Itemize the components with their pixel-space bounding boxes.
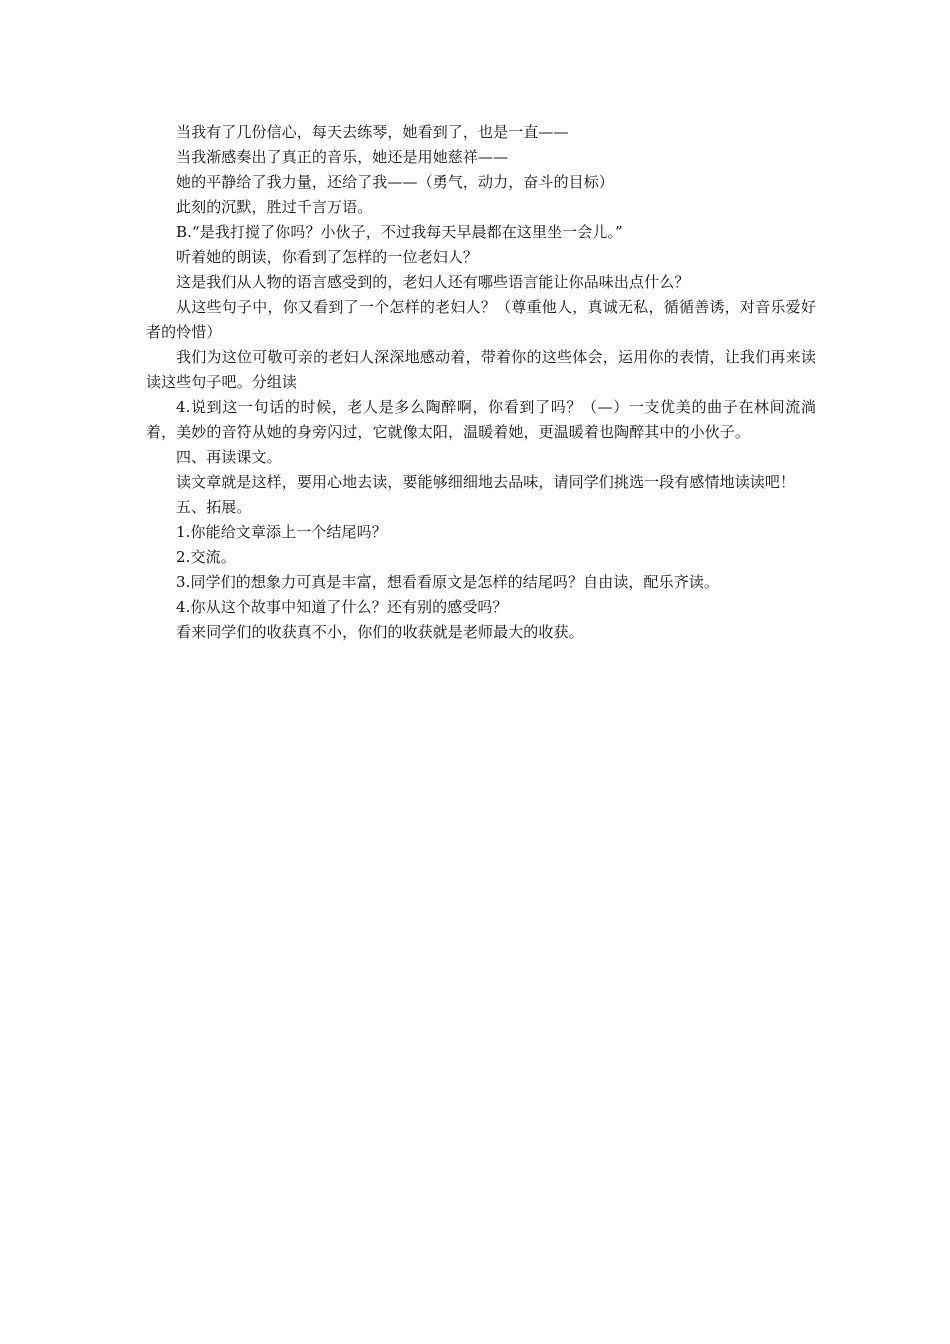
section-heading: 五、拓展。 [176,498,252,516]
section-heading: 四、再读课文。 [176,448,282,466]
paragraph: 当我渐感奏出了真正的音乐，她还是用她慈祥—— [176,148,509,166]
paragraph: 看来同学们的收获真不小，你们的收获就是老师最大的收获。 [176,623,584,641]
paragraph: 她的平静给了我力量，还给了我——（勇气，动力，奋斗的目标） [176,173,614,191]
paragraph: 从这些句子中，你又看到了一个怎样的老妇人？（尊重他人，真诚无私，循循善诱，对音乐爱好者的怜惜） [146,298,816,341]
paragraph: 这是我们从人物的语言感受到的，老妇人还有哪些语言能让你品味出点什么？ [176,273,690,291]
paragraph: 读文章就是这样，要用心地去读，要能够细细地去品味，请同学们挑选一段有感情地读读吧！ [176,473,796,491]
paragraph: 此刻的沉默，胜过千言万语。 [176,198,373,216]
paragraph: 我们为这位可敬可亲的老妇人深深地感动着，带着你的这些体会，运用你的表情，让我们再来读读这些句子吧。分组读 [146,348,816,391]
list-item: 3.同学们的想象力可真是丰富，想看看原文是怎样的结尾吗？自由读，配乐齐读。 [176,573,720,591]
list-item: 4.你从这个故事中知道了什么？还有别的感受吗？ [176,598,508,616]
paragraph: 听着她的朗读，你看到了怎样的一位老妇人？ [176,248,479,266]
list-item: 1.你能给文章添上一个结尾吗？ [176,523,387,541]
paragraph: 当我有了几份信心，每天去练琴，她看到了，也是一直—— [176,123,569,141]
list-item: 2.交流。 [176,548,236,566]
paragraph: 4.说到这一句话的时候，老人是多么陶醉啊，你看到了吗？（—）一支优美的曲子在林间流淌着，美妙的音符从她的身旁闪过，它就像太阳，温暖着她，更温暖着也陶醉其中的小伙子。 [146,398,816,441]
document-body [146,120,816,645]
paragraph: B.“是我打搅了你吗？小伙子，不过我每天早晨都在这里坐一会儿。” [176,223,623,241]
